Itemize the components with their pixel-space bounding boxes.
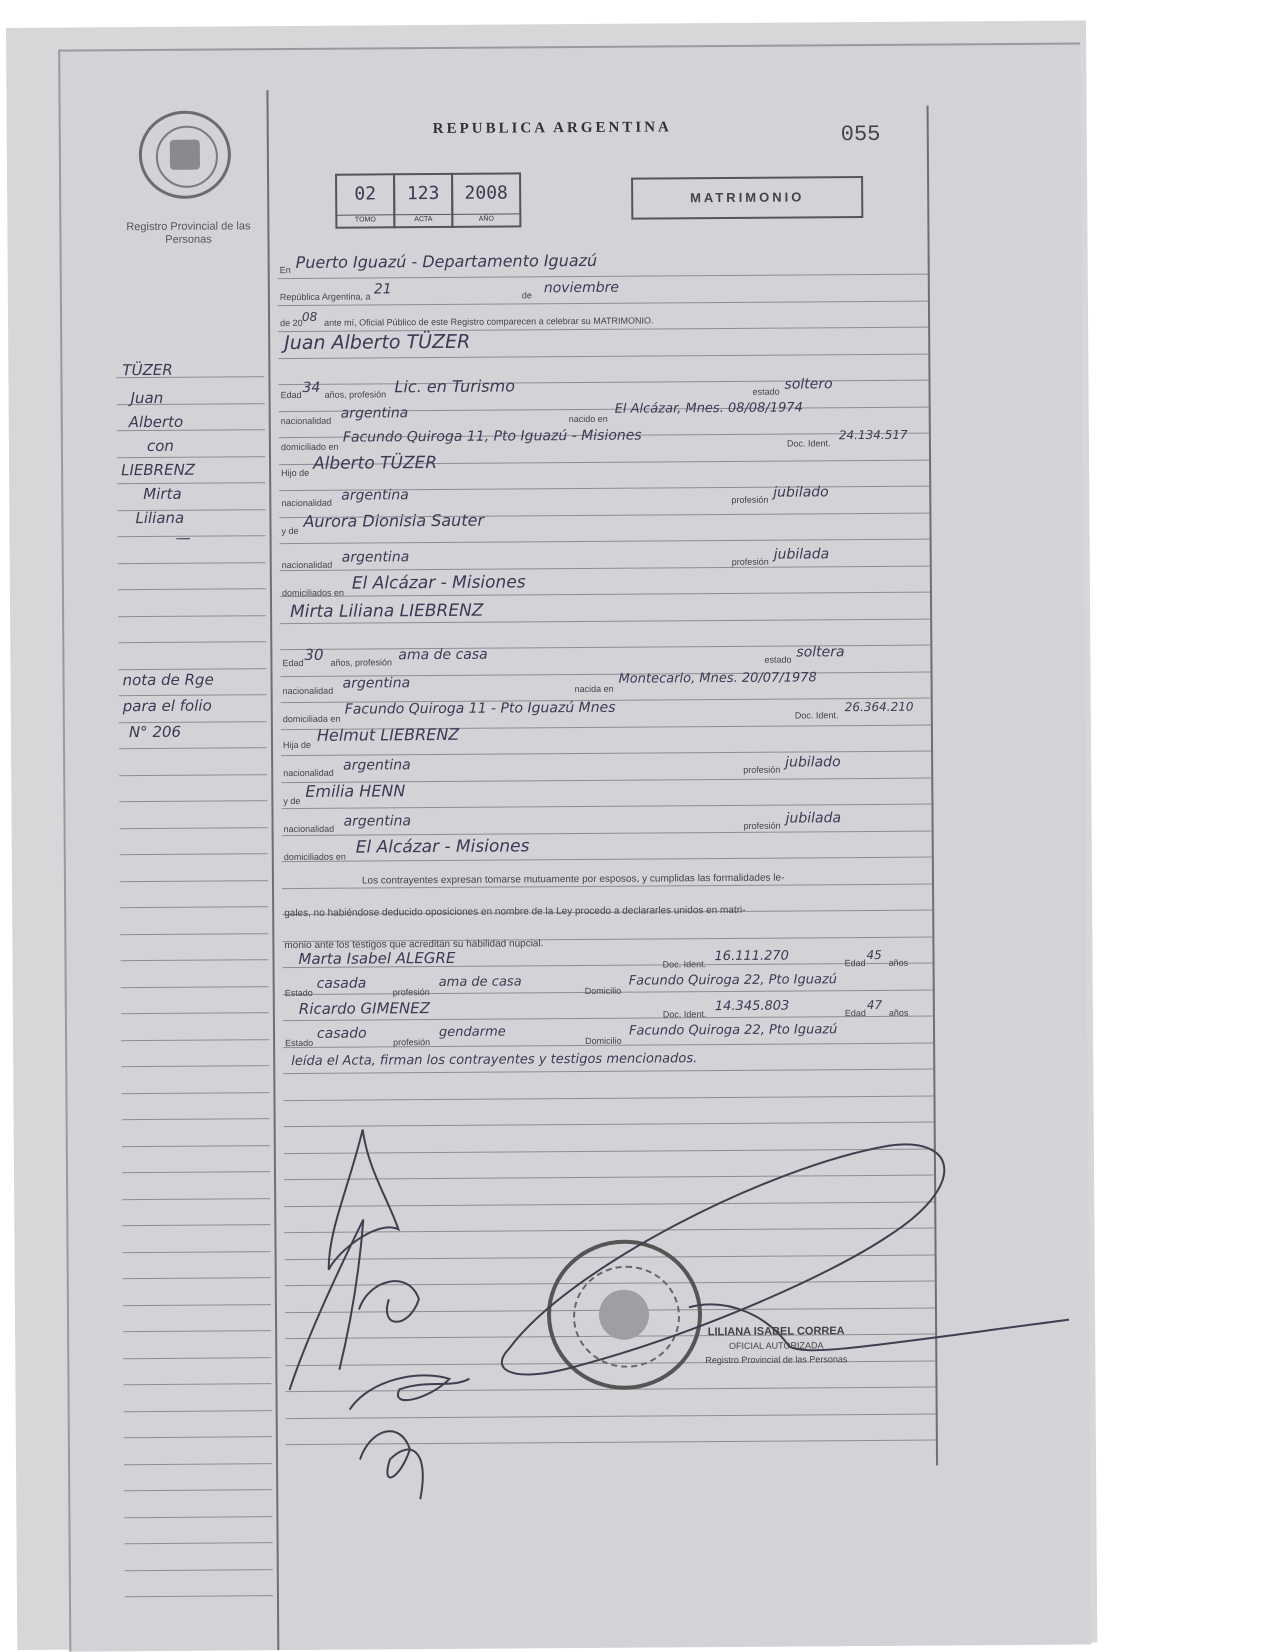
label-profesion: profesión (731, 556, 769, 567)
ruled-line (280, 565, 930, 571)
label-yde: y de (281, 525, 299, 537)
label-profesion: profesión (743, 764, 781, 775)
margin-ruled-line (122, 1171, 270, 1173)
novio-estado: soltero (784, 376, 833, 393)
ruled-line (278, 300, 928, 306)
margin-ruled-line (125, 1595, 273, 1597)
label-doc: Doc. Ident. (662, 959, 707, 970)
margin-note: con (146, 436, 174, 456)
novia-estado: soltera (796, 644, 845, 661)
margin-note: nota de Rge (122, 670, 214, 690)
label-profesion: profesión (392, 987, 430, 998)
margin-note: LIEBRENZ (121, 460, 196, 480)
label-edad: Edad (844, 958, 866, 969)
label-domiciliado: domiciliado en (280, 441, 339, 453)
label-nacionalidad: nacionalidad (280, 415, 332, 427)
margin-note: Mirta (143, 484, 182, 504)
ruled-line (283, 1069, 933, 1075)
margin-ruled-line (121, 1092, 269, 1094)
label-de: de (521, 290, 532, 301)
authority-title: OFICIAL AUTORIZADA (728, 1340, 824, 1351)
label-nacionalidad: nacionalidad (281, 559, 333, 571)
label-estado: Estado (285, 1037, 314, 1049)
margin-ruled-line (118, 615, 266, 617)
margin-ruled-line (118, 535, 266, 537)
label-profesion: profesión (393, 1037, 431, 1048)
anio-box: 2008 AÑO (451, 172, 521, 227)
margin-ruled-line (123, 1251, 271, 1253)
margin-ruled-line (118, 588, 266, 590)
label-domiciliados: domiciliados en (281, 587, 345, 599)
label-anos-profesion: años, profesión (330, 657, 393, 668)
margin-ruled-line (124, 1410, 272, 1412)
label-anos: años (888, 1007, 909, 1018)
testigo2-edad: 47 (866, 997, 883, 1013)
margin-ruled-line (122, 1118, 270, 1120)
label-hijo: Hijo de (281, 467, 310, 479)
novio-profesion: Lic. en Turismo (394, 376, 516, 397)
label-anio: de 20 (280, 317, 303, 329)
madre-novia-nacionalidad: argentina (343, 813, 412, 830)
madre-novia-profesion: jubilada (785, 810, 842, 827)
label-domiciliada: domiciliada en (282, 713, 341, 725)
novia-profesion: ama de casa (398, 646, 488, 664)
label-doc: Doc. Ident. (794, 710, 839, 721)
novia-nacionalidad: argentina (342, 675, 411, 692)
label-estado: estado (764, 654, 792, 665)
margin-ruled-line (122, 1198, 270, 1200)
label-anos-profesion: años, profesión (324, 389, 387, 400)
label-profesion: profesión (731, 494, 769, 505)
ruled-line (278, 274, 928, 280)
margin-ruled-line (119, 800, 267, 802)
body-text-line: gales, no habiéndose deducido oposiciones en nombre de la Ley procedo a declararles unidos en matri- (284, 904, 746, 920)
novia-name: Mirta Liliana LIEBRENZ (290, 600, 484, 623)
margin-ruled-line (118, 641, 266, 643)
closing-text: leída el Acta, firman los contrayentes y testigos mencionados. (291, 1051, 698, 1070)
margin-ruled-line (120, 853, 268, 855)
margin-ruled-line (121, 1039, 269, 1041)
label-domicilio: Domicilio (584, 985, 622, 996)
novia-edad: 30 (304, 645, 324, 664)
novia-nacida: Montecarlo, Mnes. 20/07/1978 (618, 670, 817, 687)
dia-value: 21 (373, 281, 392, 298)
label-profesion: profesión (743, 820, 781, 831)
country-header: REPUBLICA ARGENTINA (432, 119, 672, 138)
label-estado: Estado (284, 987, 313, 999)
label-nacionalidad: nacionalidad (282, 685, 334, 697)
label-republica: República Argentina, a (279, 291, 371, 303)
testigo2-name: Ricardo GIMENEZ (298, 999, 431, 1018)
body-text-line: monio ante los testigos que acreditan su habilidad nupcial. (284, 938, 544, 952)
testigo2-doc: 14.345.803 (714, 998, 790, 1015)
margin-note: N° 206 (128, 722, 182, 742)
body-text-line: Los contrayentes expresan tomarse mutuamente por esposos, y cumplidas las formalidades le- (361, 872, 785, 887)
ruled-lines (60, 45, 1080, 52)
novio-name: Juan Alberto TÜZER (284, 330, 471, 355)
testigo1-edad: 45 (866, 947, 882, 963)
label-anos: años (888, 957, 909, 968)
margin-ruled-line (124, 1516, 272, 1518)
padre-novio-nacionalidad: argentina (341, 487, 409, 504)
ruled-line (282, 830, 932, 836)
registry-seal-icon (139, 110, 232, 199)
testigo1-domicilio: Facundo Quiroga 22, Pto Iguazú (628, 972, 838, 989)
padre-novio: Alberto TÜZER (312, 453, 438, 474)
padre-novia-nacionalidad: argentina (343, 757, 411, 774)
margin-ruled-line (119, 747, 267, 749)
authority-name: LILIANA ISABEL CORREA (707, 1325, 845, 1339)
padres-novio-domicilio: El Alcázar - Misiones (351, 572, 526, 594)
margin-ruled-line (124, 1489, 272, 1491)
testigo2-domicilio: Facundo Quiroga 22, Pto Iguazú (628, 1022, 838, 1039)
margin-ruled-line (122, 1145, 270, 1147)
margin-note: Juan (130, 388, 164, 408)
margin-ruled-line (122, 1224, 270, 1226)
registry-label: Registro Provincial de las Personas (126, 220, 251, 246)
testigo2-profesion: gendarme (438, 1024, 506, 1041)
madre-novio: Aurora Dionisia Sauter (303, 510, 485, 531)
margin-ruled-line (118, 562, 266, 564)
margin-ruled-line (125, 1542, 273, 1544)
margin-ruled-line (124, 1463, 272, 1465)
testigo1-profesion: ama de casa (438, 974, 522, 991)
label-edad: Edad (282, 657, 304, 669)
label-nacionalidad: nacionalidad (281, 497, 332, 509)
label-edad: Edad (280, 389, 302, 401)
margin-ruled-line (120, 933, 268, 935)
authority-office: Registro Provincial de las Personas (705, 1354, 848, 1366)
novia-domicilio: Facundo Quiroga 11 - Pto Iguazú Mnes (344, 699, 616, 718)
margin-note: — (175, 528, 191, 547)
testigo1-name: Marta Isabel ALEGRE (298, 948, 456, 968)
label-domiciliados: domiciliados en (283, 851, 346, 863)
margin-ruled-line (121, 1065, 269, 1067)
margin-ruled-line (117, 482, 265, 484)
tomo-box: 02 TOMO (335, 173, 395, 228)
label-nacida: nacida en (574, 683, 614, 695)
madre-novio-profesion: jubilada (773, 546, 830, 563)
margin-ruled-line (117, 456, 265, 458)
label-domicilio: Domicilio (585, 1035, 622, 1046)
padres-novia-domicilio: El Alcázar - Misiones (355, 836, 530, 858)
label-nacionalidad: nacionalidad (283, 823, 335, 835)
label-doc: Doc. Ident. (662, 1009, 707, 1020)
margin-ruled-line (119, 774, 267, 776)
ruled-line (283, 1095, 933, 1101)
ruled-line (278, 353, 928, 359)
margin-ruled-line (125, 1569, 273, 1571)
margin-note: Liliana (135, 508, 185, 528)
novio-nacionalidad: argentina (340, 405, 409, 422)
intro-text: ante mí, Oficial Público de este Registro comparecen a celebrar su MATRIMONIO. (324, 315, 654, 328)
label-edad: Edad (844, 1008, 866, 1019)
folio-number: 055 (840, 121, 881, 148)
label-nacido: nacido en (568, 413, 608, 425)
padre-novio-profesion: jubilado (773, 484, 829, 501)
margin-ruled-line (120, 906, 268, 908)
scanned-document (6, 20, 1097, 1650)
label-nacionalidad: nacionalidad (283, 767, 334, 779)
margin-ruled-line (123, 1277, 271, 1279)
margin-ruled-line (121, 986, 269, 988)
margin-ruled-line (123, 1357, 271, 1359)
margin-note: Alberto (128, 412, 184, 432)
label-estado: estado (752, 386, 780, 397)
ruled-line (280, 539, 930, 545)
margin-ruled-line (121, 1012, 269, 1014)
label-hija: Hija de (282, 739, 312, 751)
anio-value: 08 (301, 309, 318, 324)
ruled-line (281, 804, 931, 810)
padre-novia: Helmut LIEBRENZ (316, 724, 460, 745)
margin-ruled-line (123, 1330, 271, 1332)
mes-value: noviembre (543, 279, 620, 297)
madre-novio-nacionalidad: argentina (341, 549, 410, 566)
margin-ruled-line (123, 1383, 271, 1385)
signatures-icon (268, 1105, 1071, 1511)
label-doc: Doc. Ident. (786, 438, 831, 449)
acta-box: 123 ACTA (393, 173, 453, 228)
madre-novia: Emilia HENN (305, 781, 406, 801)
margin-note: TÜZER (122, 360, 173, 380)
margin-note: para el folio (122, 696, 212, 716)
margin-ruled-line (120, 827, 268, 829)
padre-novia-profesion: jubilado (785, 754, 841, 771)
novio-doc: 24.134.517 (838, 427, 908, 443)
novio-domicilio: Facundo Quiroga 11, Pto Iguazú - Misiones (342, 427, 642, 446)
novia-doc: 26.364.210 (844, 699, 914, 715)
novio-nacido: El Alcázar, Mnes. 08/08/1974 (614, 400, 803, 417)
margin-ruled-line (123, 1304, 271, 1306)
margin-ruled-line (120, 880, 268, 882)
novio-edad: 34 (302, 379, 321, 396)
certificate-page (58, 43, 1091, 1652)
testigo2-estado: casado (316, 1025, 367, 1042)
label-en: En (279, 265, 291, 276)
lugar-value: Puerto Iguazú - Departamento Iguazú (295, 250, 598, 272)
testigo1-doc: 16.111.270 (714, 948, 789, 965)
label-yde: y de (283, 795, 301, 807)
margin-ruled-line (118, 668, 266, 670)
record-number-boxes (337, 172, 521, 228)
margin-ruled-line (124, 1436, 272, 1438)
testigo1-estado: casada (316, 975, 367, 992)
record-type-box: MATRIMONIO (631, 176, 863, 220)
margin-ruled-line (121, 959, 269, 961)
